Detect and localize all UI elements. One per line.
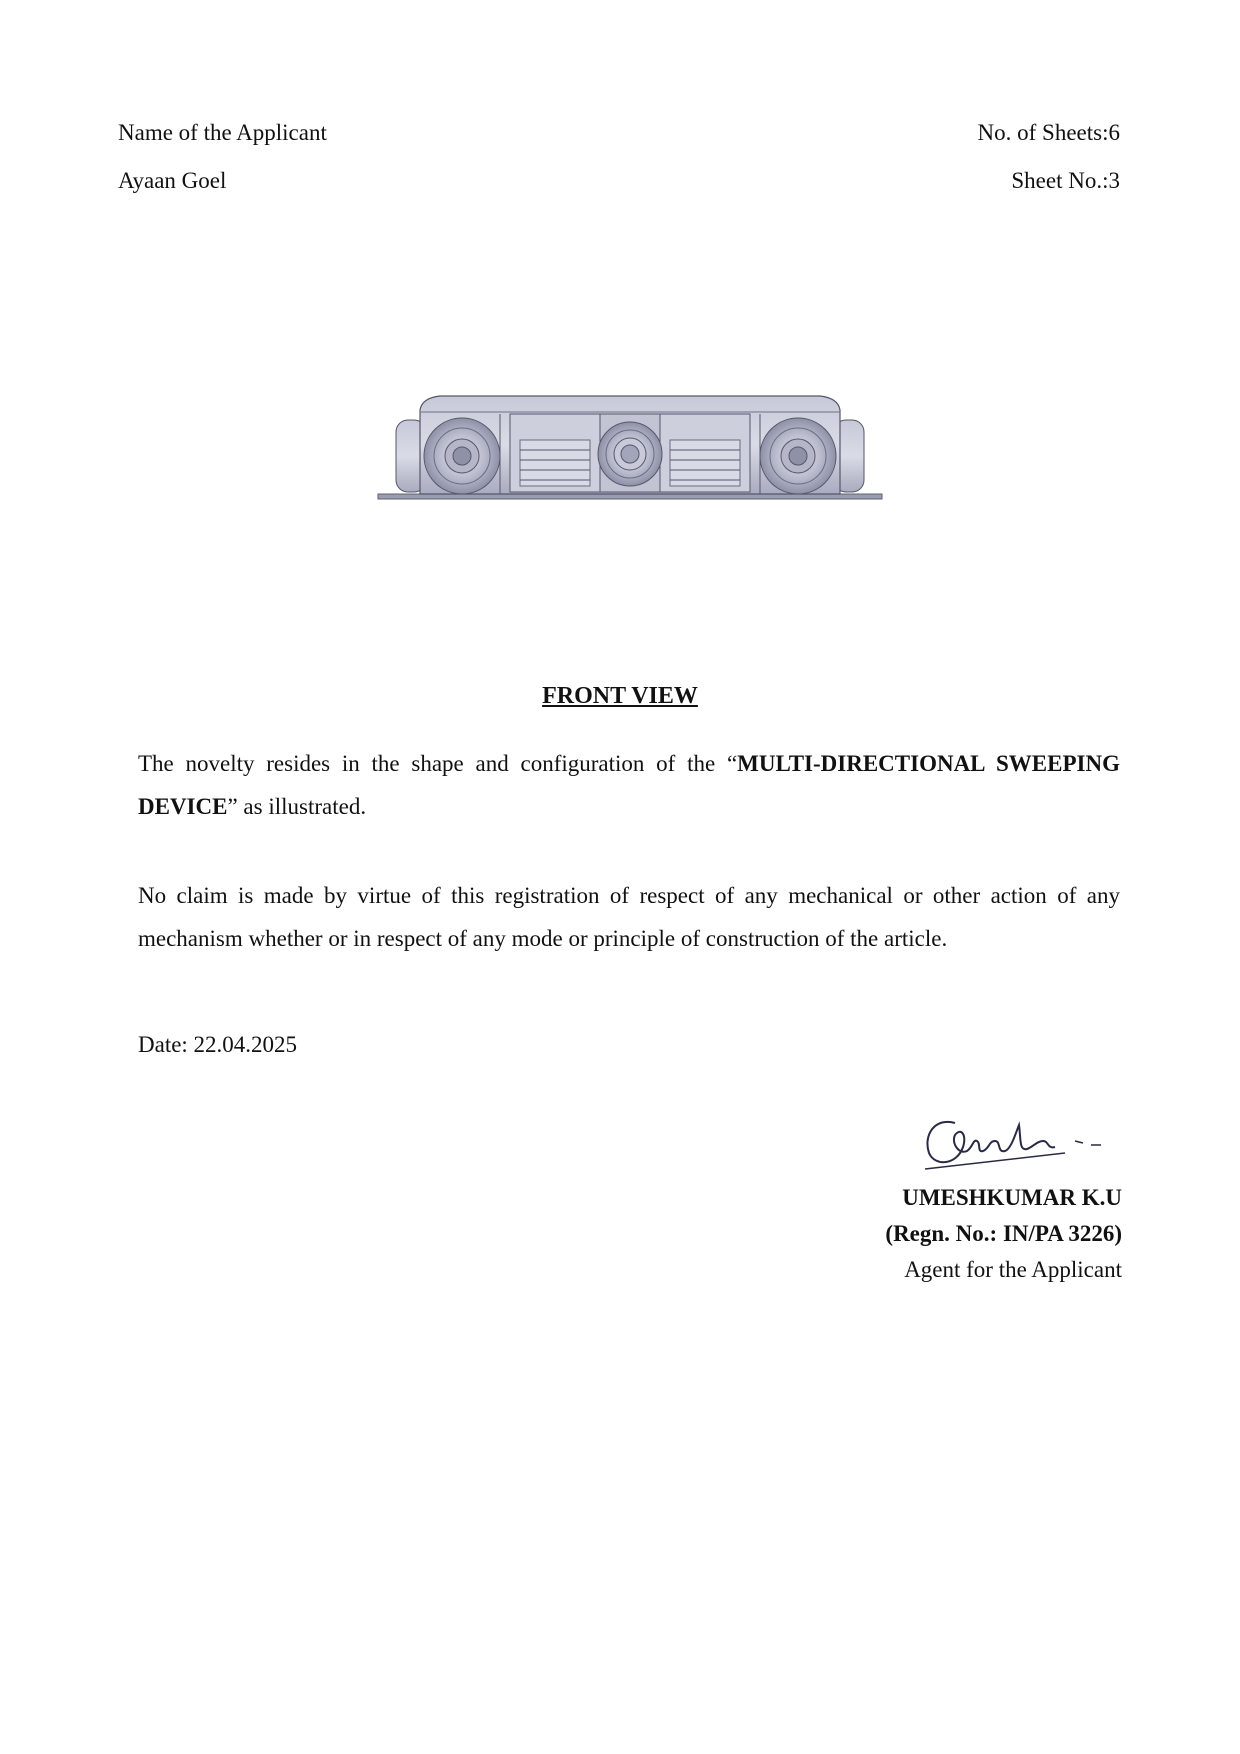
sheets-total: No. of Sheets:6 [977, 120, 1120, 145]
handwritten-signature [915, 1095, 1125, 1175]
agent-registration: (Regn. No.: IN/PA 3226) [885, 1221, 1122, 1246]
agent-name: UMESHKUMAR K.U [902, 1185, 1122, 1210]
novelty-prefix: The novelty resides in the shape and configuration of the “ [138, 751, 738, 776]
novelty-suffix: ” as illustrated. [227, 794, 367, 819]
sweeping-device-front-view-drawing [370, 390, 890, 510]
applicant-label: Name of the Applicant [118, 120, 327, 145]
article-title: MULTI-DIRECTIONAL SWEEPING DEVICE [138, 751, 1120, 819]
date: Date: 22.04.2025 [138, 1032, 298, 1057]
agent-block [885, 1180, 1122, 1288]
agent-role: Agent for the Applicant [904, 1257, 1122, 1282]
figure-caption: FRONT VIEW [542, 683, 698, 709]
novelty-statement [138, 742, 1120, 828]
applicant-name: Ayaan Goel [118, 168, 227, 193]
disclaimer-statement: No claim is made by virtue of this registration of respect of any mechanical or other action of any mechanism whether or in respect of any mode or principle of construction of the article. [138, 883, 1120, 951]
sheet-number: Sheet No.:3 [1011, 168, 1120, 193]
